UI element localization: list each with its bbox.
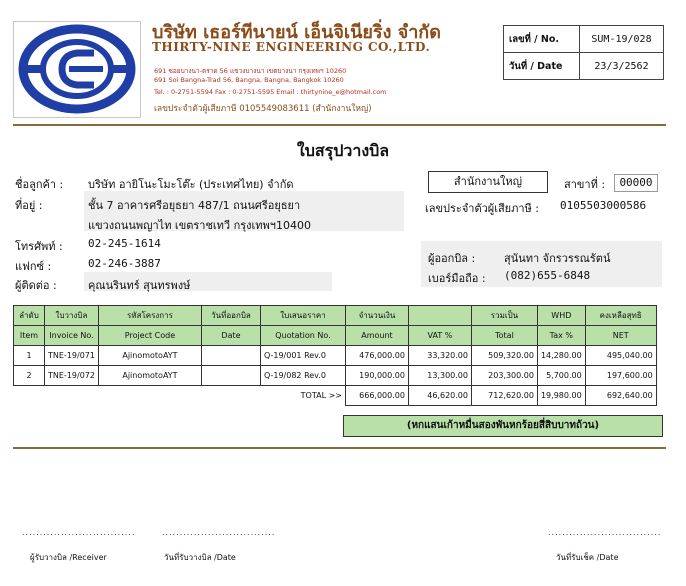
- table-header-row-en: [14, 326, 657, 346]
- cell-quotation: Q-19/001 Rev.0: [260, 346, 345, 366]
- header-th: รวมเป็น: [471, 306, 537, 326]
- cell-vat: 33,320.00: [408, 346, 471, 366]
- header-th: WHD: [537, 306, 585, 326]
- receive-date-line: ................................: [162, 528, 276, 537]
- header-en: Project Code: [98, 326, 201, 346]
- doc-date-value: 23/3/2562: [594, 60, 649, 72]
- receiver-label: ผู้รับวางบิล /Receiver: [30, 553, 107, 562]
- company-contact: Tel. : 0-2751-5594 Fax : 0-2751-5595 Email : thirtynine_e@hotmail.com: [154, 88, 387, 96]
- cell-net: 495,040.00: [585, 346, 656, 366]
- cell-date: [201, 346, 260, 366]
- cell-quotation: Q-19/082 Rev.0: [260, 366, 345, 386]
- branch-value: 00000: [614, 174, 658, 192]
- doc-date-label: วันที่ / Date: [504, 53, 580, 79]
- header-en: Quotation No.: [260, 326, 345, 346]
- payment-date-line: ................................: [548, 528, 662, 537]
- company-name-en: THIRTY-NINE ENGINEERING CO.,LTD.: [152, 40, 431, 54]
- customer-tax-label: เลขประจำตัวผู้เสียภาษี :: [425, 202, 540, 215]
- footer-divider: [13, 447, 666, 449]
- header-en: Amount: [345, 326, 408, 346]
- header-th: จำนวนเงิน: [345, 306, 408, 326]
- receive-date-label: วันที่รับวางบิล /Date: [164, 553, 236, 562]
- total-row: [14, 386, 657, 406]
- header-th: รหัสโครงการ: [98, 306, 201, 326]
- billing-table: [13, 305, 657, 406]
- cell-vat: 13,300.00: [408, 366, 471, 386]
- header-en: Invoice No.: [45, 326, 99, 346]
- cell-net: 197,600.00: [585, 366, 656, 386]
- customer-phone-label: โทรศัพท์ :: [15, 240, 63, 253]
- cell-date: [201, 366, 260, 386]
- total-total: 712,620.00: [471, 386, 537, 406]
- header-th: [408, 306, 471, 326]
- customer-contact-value: คุณนรินทร์ สุนทรพงษ์: [88, 279, 191, 292]
- company-address-th: 691 ซอยบางนา-ตราด 56 แขวงบางนา เขตบางนา กรุงเทพฯ 10260: [154, 67, 347, 75]
- customer-address-line2: แขวงถนนพญาไท เขตราชเทวี กรุงเทพฯ10400: [88, 219, 311, 232]
- header-th: คงเหลือสุทธิ: [585, 306, 656, 326]
- total-wht: 19,980.00: [537, 386, 585, 406]
- company-logo: [13, 21, 141, 118]
- header-en: Date: [201, 326, 260, 346]
- document-number-box: [503, 25, 664, 80]
- cell-wht: 14,280.00: [537, 346, 585, 366]
- customer-address-line1: ชั้น 7 อาคารศรีอยุธยา 487/1 ถนนศรีอยุธยา: [88, 199, 301, 212]
- branch-label: สาขาที่ :: [564, 178, 606, 191]
- customer-address-label: ที่อยู่ :: [15, 199, 43, 212]
- header-en: Item: [14, 326, 45, 346]
- header-th: ใบวางบิล: [45, 306, 99, 326]
- cell-amount: 190,000.00: [345, 366, 408, 386]
- page-title: ใบสรุปวางบิล: [296, 141, 390, 160]
- customer-name-label: ชื่อลูกค้า :: [15, 178, 64, 191]
- header-en: Total: [471, 326, 537, 346]
- table-row: [14, 366, 657, 386]
- issuer-value: สุนันทา จักรวรรณรัตน์: [504, 252, 611, 265]
- head-office-box: สำนักงานใหญ่: [428, 171, 548, 193]
- doc-no-value: SUM-19/028: [591, 33, 652, 45]
- customer-fax-label: แฟกซ์ :: [15, 260, 52, 273]
- company-logo-mark: [14, 22, 140, 117]
- mobile-value: (082)655-6848: [504, 269, 591, 282]
- receiver-signature-line: ................................: [22, 528, 136, 537]
- cell-wht: 5,700.00: [537, 366, 585, 386]
- amount-in-words: (หกแสนเก้าหมื่นสองพันหกร้อยสี่สิบบาทถ้วน): [343, 415, 663, 437]
- cell-invoice: TNE-19/072: [45, 366, 99, 386]
- table-row: [14, 346, 657, 366]
- total-vat: 46,620.00: [408, 386, 471, 406]
- header-th: วันที่ออกบิล: [201, 306, 260, 326]
- company-tax-id: เลขประจำตัวผู้เสียภาษี 0105549083611 (สำนักงานใหญ่): [154, 104, 372, 114]
- cell-item: 2: [14, 366, 45, 386]
- cell-total: 203,300.00: [471, 366, 537, 386]
- mobile-label: เบอร์มือถือ :: [428, 272, 486, 285]
- cell-project: AjinomotoAYT: [98, 346, 201, 366]
- total-label: TOTAL >>: [300, 391, 342, 401]
- cell-total: 509,320.00: [471, 346, 537, 366]
- customer-fax-value: 02-246-3887: [88, 257, 161, 270]
- cell-amount: 476,000.00: [345, 346, 408, 366]
- customer-phone-value: 02-245-1614: [88, 237, 161, 250]
- customer-tax-value: 0105503000586: [560, 199, 647, 212]
- company-name-th: บริษัท เธอร์ทีนายน์ เอ็นจิเนียริ่ง จำกัด: [152, 22, 441, 43]
- cell-project: AjinomotoAYT: [98, 366, 201, 386]
- header-th: ลำดับ: [14, 306, 45, 326]
- payment-date-label: วันที่รับเช็ค /Date: [556, 553, 619, 562]
- company-address-en: 691 Soi Bangna-Trad 56, Bangna, Bangna, Bangkok 10260: [154, 76, 344, 84]
- cell-invoice: TNE-19/071: [45, 346, 99, 366]
- customer-contact-label: ผู้ติดต่อ :: [15, 279, 57, 292]
- table-header-row-th: [14, 306, 657, 326]
- total-amount: 666,000.00: [345, 386, 408, 406]
- header-divider: [13, 124, 666, 126]
- total-net: 692,640.00: [585, 386, 656, 406]
- customer-name-value: บริษัท อายิโนะโมะโต๊ะ (ประเทศไทย) จำกัด: [88, 178, 294, 191]
- header-th: ใบเสนอราคา: [260, 306, 345, 326]
- header-en: NET: [585, 326, 656, 346]
- header-en: Tax %: [537, 326, 585, 346]
- header-en: VAT %: [408, 326, 471, 346]
- cell-item: 1: [14, 346, 45, 366]
- issuer-label: ผู้ออกบิล :: [428, 252, 476, 265]
- doc-no-label: เลขที่ / No.: [504, 26, 580, 52]
